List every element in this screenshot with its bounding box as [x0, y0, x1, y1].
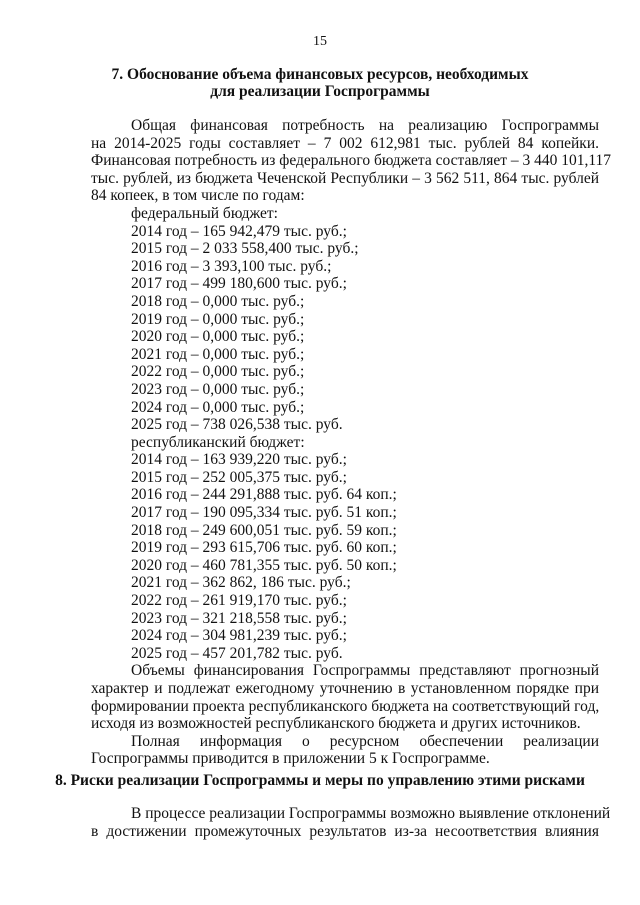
federal-year-item: 2023 год – 0,000 тыс. руб.; — [131, 380, 305, 398]
intro-line: тыс. рублей, из бюджета Чеченской Республики – 3 562 511, 864 тыс. рублей — [91, 169, 599, 187]
federal-year-item: 2024 год – 0,000 тыс. руб.; — [131, 398, 305, 416]
republic-budget-label: республиканский бюджет: — [131, 433, 305, 451]
federal-year-item: 2022 год – 0,000 тыс. руб.; — [131, 363, 305, 381]
section-8-line: в достижении промежуточных результатов из-за несоответствия влияния — [91, 822, 599, 840]
volumes-line: исходя из возможностей республиканского бюджета и других источников. — [91, 715, 581, 733]
full-info-line: Госпрограммы приводится в приложении 5 к Госпрограмме. — [91, 750, 490, 768]
intro-line: Общая финансовая потребность на реализацию Госпрограммы — [131, 117, 599, 134]
republic-year-item: 2020 год – 460 781,355 тыс. руб. 50 коп.; — [131, 556, 397, 574]
republic-year-item: 2014 год – 163 939,220 тыс. руб.; — [131, 451, 347, 469]
section-7-title — [0, 66, 640, 100]
section-7-title-line-2: для реализации Госпрограммы — [210, 83, 430, 100]
federal-year-item: 2015 год – 2 033 558,400 тыс. руб.; — [131, 240, 359, 258]
intro-line: на 2014-2025 годы составляет – 7 002 612,981 тыс. рублей 84 копейки. — [91, 134, 599, 152]
republic-year-item: 2023 год – 321 218,558 тыс. руб.; — [131, 609, 347, 627]
federal-year-item: 2018 год – 0,000 тыс. руб.; — [131, 292, 305, 310]
volumes-line: Объемы финансирования Госпрограммы представляют прогнозный — [131, 662, 599, 680]
federal-year-item: 2019 год – 0,000 тыс. руб.; — [131, 310, 305, 328]
full-info-line: Полная информация о ресурсном обеспечении реализации — [131, 732, 599, 750]
federal-year-item: 2014 год – 165 942,479 тыс. руб.; — [131, 222, 347, 240]
page-number: 15 — [313, 34, 327, 49]
federal-year-item: 2025 год – 738 026,538 тыс. руб. — [131, 416, 343, 434]
federal-year-item: 2016 год – 3 393,100 тыс. руб.; — [131, 257, 332, 275]
federal-year-item: 2021 год – 0,000 тыс. руб.; — [131, 345, 305, 363]
federal-year-item: 2017 год – 499 180,600 тыс. руб.; — [131, 275, 347, 293]
republic-year-item: 2018 год – 249 600,051 тыс. руб. 59 коп.; — [131, 521, 397, 539]
section-7-body — [91, 117, 612, 768]
republic-year-item: 2019 год – 293 615,706 тыс. руб. 60 коп.; — [131, 539, 397, 557]
republic-year-item: 2022 год – 261 919,170 тыс. руб.; — [131, 592, 347, 610]
intro-line: 84 копеек, в том числе по годам: — [91, 187, 305, 205]
section-8-body — [91, 805, 611, 840]
republic-year-item: 2015 год – 252 005,375 тыс. руб.; — [131, 468, 347, 486]
volumes-line: формировании проекта республиканского бюджета на соответствующий год, — [91, 697, 600, 715]
federal-budget-label: федеральный бюджет: — [131, 204, 278, 222]
section-7-title-line-1: 7. Обоснование объема финансовых ресурсов, необходимых — [111, 66, 529, 83]
intro-line: Финансовая потребность из федерального бюджета составляет – 3 440 101,117 — [91, 152, 612, 170]
republic-year-item: 2017 год – 190 095,334 тыс. руб. 51 коп.; — [131, 504, 397, 522]
volumes-line: характер и подлежат ежегодному уточнению в установленном порядке при — [91, 680, 599, 697]
section-8-title: 8. Риски реализации Госпрограммы и меры по управлению этими рисками — [55, 772, 585, 789]
republic-year-item: 2025 год – 457 201,782 тыс. руб. — [131, 644, 343, 662]
federal-year-item: 2020 год – 0,000 тыс. руб.; — [131, 328, 305, 346]
republic-year-item: 2024 год – 304 981,239 тыс. руб.; — [131, 627, 347, 645]
republic-year-item: 2021 год – 362 862, 186 тыс. руб.; — [131, 574, 351, 592]
section-8-line: В процессе реализации Госпрограммы возможно выявление отклонений — [131, 805, 611, 822]
republic-year-item: 2016 год – 244 291,888 тыс. руб. 64 коп.; — [131, 486, 397, 504]
